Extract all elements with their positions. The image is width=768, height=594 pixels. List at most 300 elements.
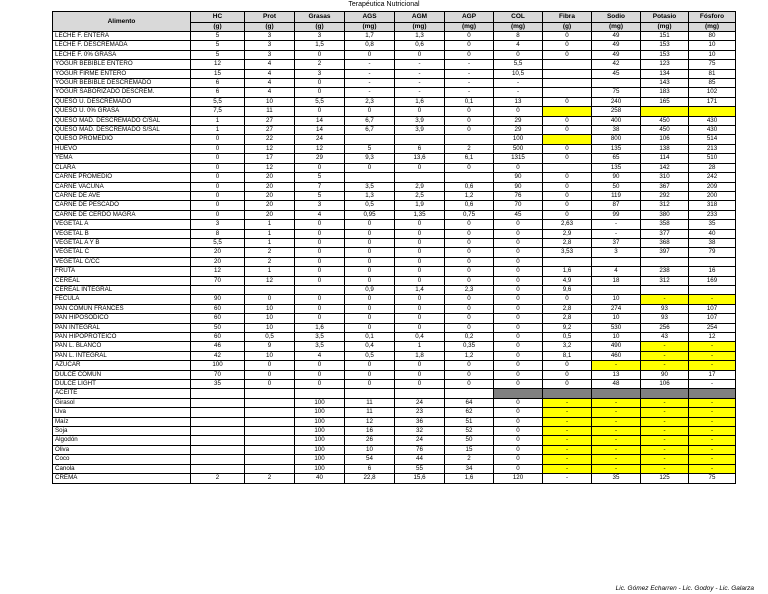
value-cell: 400: [592, 116, 641, 125]
column-header: AGP: [445, 12, 494, 23]
table-row: [53, 144, 736, 153]
value-cell: [689, 107, 736, 116]
value-cell: 12: [245, 144, 295, 153]
value-cell: 1,6: [295, 323, 345, 332]
value-cell: 0: [445, 229, 494, 238]
value-cell: 0: [345, 295, 395, 304]
value-cell: 93: [641, 314, 689, 323]
value-cell: 380: [641, 210, 689, 219]
table-row: [53, 32, 736, 41]
value-cell: -: [689, 351, 736, 360]
value-cell: 60: [191, 314, 245, 323]
value-cell: 0: [345, 220, 395, 229]
value-cell: 0: [395, 229, 445, 238]
value-cell: 1,6: [445, 474, 494, 483]
value-cell: 0: [445, 107, 494, 116]
value-cell: [295, 285, 345, 294]
value-cell: 4: [494, 41, 543, 50]
food-name-cell: DULCE COMÚN: [53, 370, 191, 379]
column-unit: (mg): [592, 23, 641, 32]
value-cell: 153: [641, 41, 689, 50]
value-cell: 2: [245, 474, 295, 483]
food-name-cell: Soja: [53, 427, 191, 436]
value-cell: 0: [445, 248, 494, 257]
value-cell: 49: [592, 32, 641, 41]
value-cell: 51: [445, 417, 494, 426]
value-cell: 0: [295, 267, 345, 276]
value-cell: 34: [445, 464, 494, 473]
value-cell: 0: [295, 79, 345, 88]
value-cell: 134: [641, 69, 689, 78]
value-cell: -: [689, 380, 736, 389]
value-cell: 258: [592, 107, 641, 116]
value-cell: 2: [445, 455, 494, 464]
value-cell: 0: [445, 126, 494, 135]
column-header: Prot: [245, 12, 295, 23]
value-cell: 490: [592, 342, 641, 351]
value-cell: -: [395, 60, 445, 69]
value-cell: 13: [494, 97, 543, 106]
value-cell: 368: [641, 238, 689, 247]
value-cell: [395, 135, 445, 144]
food-name-cell: QUESO U. DESCREMADO: [53, 97, 191, 106]
value-cell: 87: [592, 201, 641, 210]
food-name-cell: YOGUR BEBIBLE DESCREMADO: [53, 79, 191, 88]
food-name-cell: YOGUR FIRME ENTERO: [53, 69, 191, 78]
value-cell: 1,6: [543, 267, 592, 276]
value-cell: 5: [191, 32, 245, 41]
value-cell: -: [445, 88, 494, 97]
value-cell: 1,4: [395, 285, 445, 294]
value-cell: 0,4: [395, 333, 445, 342]
value-cell: 0: [295, 163, 345, 172]
value-cell: 0: [295, 295, 345, 304]
value-cell: -: [345, 88, 395, 97]
value-cell: [445, 173, 494, 182]
value-cell: 1,9: [395, 201, 445, 210]
value-cell: 0: [445, 267, 494, 276]
food-name-cell: CEREAL: [53, 276, 191, 285]
table-row: [53, 333, 736, 342]
value-cell: 10: [245, 314, 295, 323]
value-cell: 0: [494, 295, 543, 304]
value-cell: 52: [445, 427, 494, 436]
value-cell: 17: [689, 370, 736, 379]
value-cell: 4: [592, 267, 641, 276]
table-row: [53, 201, 736, 210]
value-cell: 6: [191, 79, 245, 88]
value-cell: -: [543, 427, 592, 436]
value-cell: -: [592, 455, 641, 464]
value-cell: 40: [689, 229, 736, 238]
value-cell: 0: [445, 238, 494, 247]
value-cell: -: [494, 79, 543, 88]
value-cell: -: [641, 408, 689, 417]
value-cell: -: [592, 398, 641, 407]
value-cell: 0: [543, 295, 592, 304]
value-cell: [543, 389, 592, 398]
value-cell: 90: [494, 173, 543, 182]
value-cell: 102: [689, 88, 736, 97]
value-cell: 35: [191, 380, 245, 389]
table-row: [53, 351, 736, 360]
value-cell: 50: [191, 323, 245, 332]
value-cell: 169: [689, 276, 736, 285]
value-cell: 1: [245, 220, 295, 229]
value-cell: 0: [345, 257, 395, 266]
column-header: Sodio: [592, 12, 641, 23]
value-cell: 1: [191, 126, 245, 135]
column-unit: (mg): [689, 23, 736, 32]
food-name-cell: CARNE VACUNA: [53, 182, 191, 191]
value-cell: 358: [641, 220, 689, 229]
value-cell: 0: [395, 370, 445, 379]
value-cell: 0: [395, 50, 445, 59]
value-cell: 14: [295, 126, 345, 135]
value-cell: 0: [494, 380, 543, 389]
value-cell: 0: [345, 370, 395, 379]
value-cell: 37: [592, 238, 641, 247]
value-cell: [245, 417, 295, 426]
value-cell: -: [543, 398, 592, 407]
document-title: Terapéutica Nutricional: [348, 1, 420, 8]
food-name-cell: VEGETAL B: [53, 229, 191, 238]
value-cell: 318: [689, 201, 736, 210]
table-row: [53, 474, 736, 483]
table-row: [53, 417, 736, 426]
food-name-cell: QUESO U. 0% GRASA: [53, 107, 191, 116]
value-cell: 1: [245, 238, 295, 247]
table-row: [53, 370, 736, 379]
value-cell: 0: [395, 257, 445, 266]
value-cell: 12: [245, 163, 295, 172]
value-cell: 0: [295, 248, 345, 257]
table-row: [53, 361, 736, 370]
table-row: [53, 464, 736, 473]
food-name-cell: ACEITE: [53, 389, 191, 398]
table-row: [53, 295, 736, 304]
value-cell: 0: [543, 201, 592, 210]
value-cell: [191, 445, 245, 454]
value-cell: [689, 389, 736, 398]
value-cell: 1,35: [395, 210, 445, 219]
value-cell: 0: [295, 380, 345, 389]
value-cell: 100: [191, 361, 245, 370]
value-cell: 0: [445, 304, 494, 313]
value-cell: 0: [494, 248, 543, 257]
value-cell: [592, 79, 641, 88]
value-cell: 4: [295, 351, 345, 360]
value-cell: -: [445, 60, 494, 69]
authors-footer: Lic. Gómez Echarren - Lic. Godoy - Lic. Galarza: [615, 585, 754, 592]
value-cell: 16: [345, 427, 395, 436]
value-cell: 377: [641, 229, 689, 238]
value-cell: 0: [191, 173, 245, 182]
value-cell: [445, 389, 494, 398]
value-cell: 0: [445, 380, 494, 389]
value-cell: 106: [641, 135, 689, 144]
value-cell: 0,1: [445, 97, 494, 106]
value-cell: 2: [191, 474, 245, 483]
value-cell: 42: [191, 351, 245, 360]
value-cell: 0: [494, 436, 543, 445]
value-cell: 35: [689, 220, 736, 229]
table-row: [53, 88, 736, 97]
value-cell: [345, 389, 395, 398]
value-cell: 20: [245, 182, 295, 191]
value-cell: [345, 135, 395, 144]
value-cell: 310: [641, 173, 689, 182]
value-cell: 12: [295, 144, 345, 153]
value-cell: 0: [543, 144, 592, 153]
table-body: [53, 32, 736, 484]
value-cell: 2,8: [543, 314, 592, 323]
value-cell: [345, 173, 395, 182]
value-cell: [395, 173, 445, 182]
value-cell: 32: [395, 427, 445, 436]
value-cell: 7: [295, 182, 345, 191]
value-cell: -: [345, 60, 395, 69]
value-cell: [592, 257, 641, 266]
value-cell: [191, 464, 245, 473]
value-cell: 99: [592, 210, 641, 219]
value-cell: [245, 455, 295, 464]
value-cell: 0: [295, 238, 345, 247]
value-cell: -: [543, 455, 592, 464]
column-header: Grasas: [295, 12, 345, 23]
value-cell: 1,8: [395, 351, 445, 360]
value-cell: 22: [245, 135, 295, 144]
value-cell: 46: [191, 342, 245, 351]
value-cell: 3: [295, 201, 345, 210]
value-cell: 312: [641, 276, 689, 285]
value-cell: 2,8: [543, 238, 592, 247]
value-cell: [543, 69, 592, 78]
value-cell: 0: [295, 107, 345, 116]
value-cell: 0: [395, 107, 445, 116]
value-cell: 0: [494, 455, 543, 464]
value-cell: 0: [295, 220, 345, 229]
value-cell: 3,5: [295, 333, 345, 342]
value-cell: 0: [445, 32, 494, 41]
value-cell: 312: [641, 201, 689, 210]
table-row: [53, 69, 736, 78]
table-row: [53, 182, 736, 191]
value-cell: 11: [345, 408, 395, 417]
value-cell: [494, 389, 543, 398]
value-cell: [543, 163, 592, 172]
value-cell: [543, 107, 592, 116]
value-cell: 171: [689, 97, 736, 106]
value-cell: -: [641, 342, 689, 351]
value-cell: 8: [191, 229, 245, 238]
value-cell: 0: [494, 445, 543, 454]
value-cell: 0: [345, 163, 395, 172]
column-unit: (g): [543, 23, 592, 32]
value-cell: 0: [445, 50, 494, 59]
food-name-cell: PAN HIPOPROTEICO: [53, 333, 191, 342]
value-cell: 8: [494, 32, 543, 41]
food-name-cell: VEGETAL A Y B: [53, 238, 191, 247]
value-cell: -: [592, 436, 641, 445]
value-cell: [592, 285, 641, 294]
food-name-cell: LECHE F. 0% GRASA: [53, 50, 191, 59]
value-cell: 2,5: [395, 191, 445, 200]
value-cell: 0: [445, 116, 494, 125]
value-cell: -: [641, 361, 689, 370]
value-cell: -: [543, 445, 592, 454]
food-name-cell: YEMA: [53, 154, 191, 163]
value-cell: 0: [445, 361, 494, 370]
value-cell: 10: [245, 97, 295, 106]
value-cell: 3: [295, 32, 345, 41]
value-cell: 3: [592, 248, 641, 257]
value-cell: 0: [445, 163, 494, 172]
value-cell: 0: [245, 361, 295, 370]
value-cell: -: [641, 445, 689, 454]
value-cell: 2: [295, 60, 345, 69]
value-cell: [543, 60, 592, 69]
value-cell: 24: [395, 436, 445, 445]
value-cell: -: [592, 464, 641, 473]
value-cell: 50: [445, 436, 494, 445]
value-cell: 29: [295, 154, 345, 163]
value-cell: -: [395, 79, 445, 88]
food-name-cell: PAN HIPOSODICO: [53, 314, 191, 323]
value-cell: 12: [191, 267, 245, 276]
value-cell: -: [543, 436, 592, 445]
value-cell: 106: [641, 380, 689, 389]
table-row: [53, 398, 736, 407]
table-row: [53, 389, 736, 398]
value-cell: 12: [245, 276, 295, 285]
value-cell: 0,9: [345, 285, 395, 294]
value-cell: -: [543, 474, 592, 483]
nutrition-table: [52, 11, 736, 484]
value-cell: 151: [641, 32, 689, 41]
value-cell: 0: [245, 370, 295, 379]
table-row: [53, 126, 736, 135]
value-cell: 0: [295, 361, 345, 370]
table-row: [53, 304, 736, 313]
column-header: Potasio: [641, 12, 689, 23]
value-cell: 49: [592, 41, 641, 50]
value-cell: [245, 427, 295, 436]
column-header: HC: [191, 12, 245, 23]
column-unit: (mg): [445, 23, 494, 32]
food-name-cell: LECHE F. DESCREMADA: [53, 41, 191, 50]
column-unit: (g): [191, 23, 245, 32]
value-cell: 0: [543, 173, 592, 182]
value-cell: 0: [295, 257, 345, 266]
value-cell: 45: [592, 69, 641, 78]
value-cell: 0: [395, 295, 445, 304]
value-cell: 0,35: [445, 342, 494, 351]
value-cell: 50: [592, 182, 641, 191]
value-cell: 0: [295, 50, 345, 59]
value-cell: 5: [191, 41, 245, 50]
value-cell: 6,1: [445, 154, 494, 163]
food-name-cell: Girasol: [53, 398, 191, 407]
value-cell: 0,1: [345, 333, 395, 342]
value-cell: 213: [689, 144, 736, 153]
value-cell: 10: [592, 295, 641, 304]
value-cell: 15: [191, 69, 245, 78]
value-cell: -: [689, 295, 736, 304]
food-name-cell: Uva: [53, 408, 191, 417]
value-cell: 26: [345, 436, 395, 445]
value-cell: 254: [689, 323, 736, 332]
value-cell: 62: [445, 408, 494, 417]
value-cell: 10: [245, 304, 295, 313]
value-cell: 10: [689, 50, 736, 59]
value-cell: -: [345, 69, 395, 78]
value-cell: 0: [395, 314, 445, 323]
value-cell: 38: [689, 238, 736, 247]
value-cell: 510: [689, 154, 736, 163]
value-cell: 0,6: [445, 201, 494, 210]
value-cell: -: [543, 408, 592, 417]
value-cell: 0: [494, 398, 543, 407]
value-cell: 0: [494, 107, 543, 116]
value-cell: 16: [689, 267, 736, 276]
value-cell: 240: [592, 97, 641, 106]
food-name-cell: CLARA: [53, 163, 191, 172]
value-cell: 0: [494, 304, 543, 313]
value-cell: 49: [592, 50, 641, 59]
value-cell: 125: [641, 474, 689, 483]
value-cell: 75: [592, 88, 641, 97]
value-cell: 0: [445, 220, 494, 229]
table-row: [53, 163, 736, 172]
value-cell: 2,3: [445, 285, 494, 294]
value-cell: 76: [494, 191, 543, 200]
value-cell: 0: [395, 276, 445, 285]
table-row: [53, 408, 736, 417]
value-cell: 4,9: [543, 276, 592, 285]
value-cell: 28: [689, 163, 736, 172]
value-cell: 10: [592, 314, 641, 323]
value-cell: 0: [395, 267, 445, 276]
value-cell: 0,5: [345, 351, 395, 360]
value-cell: 0: [494, 464, 543, 473]
column-unit: (mg): [641, 23, 689, 32]
value-cell: 85: [689, 79, 736, 88]
value-cell: 0: [494, 276, 543, 285]
value-cell: 0: [494, 323, 543, 332]
table-row: [53, 154, 736, 163]
value-cell: 1,7: [345, 32, 395, 41]
value-cell: 0,5: [245, 333, 295, 342]
value-cell: 3: [245, 32, 295, 41]
table-row: [53, 107, 736, 116]
value-cell: 43: [641, 333, 689, 342]
value-cell: 0: [191, 163, 245, 172]
value-cell: 0: [295, 276, 345, 285]
value-cell: 123: [641, 60, 689, 69]
value-cell: -: [689, 417, 736, 426]
value-cell: [191, 455, 245, 464]
value-cell: [689, 257, 736, 266]
value-cell: 5: [191, 50, 245, 59]
value-cell: 1,2: [445, 351, 494, 360]
value-cell: 0: [543, 154, 592, 163]
value-cell: 0: [543, 97, 592, 106]
value-cell: 119: [592, 191, 641, 200]
value-cell: 4: [245, 88, 295, 97]
value-cell: 20: [245, 191, 295, 200]
table-row: [53, 41, 736, 50]
